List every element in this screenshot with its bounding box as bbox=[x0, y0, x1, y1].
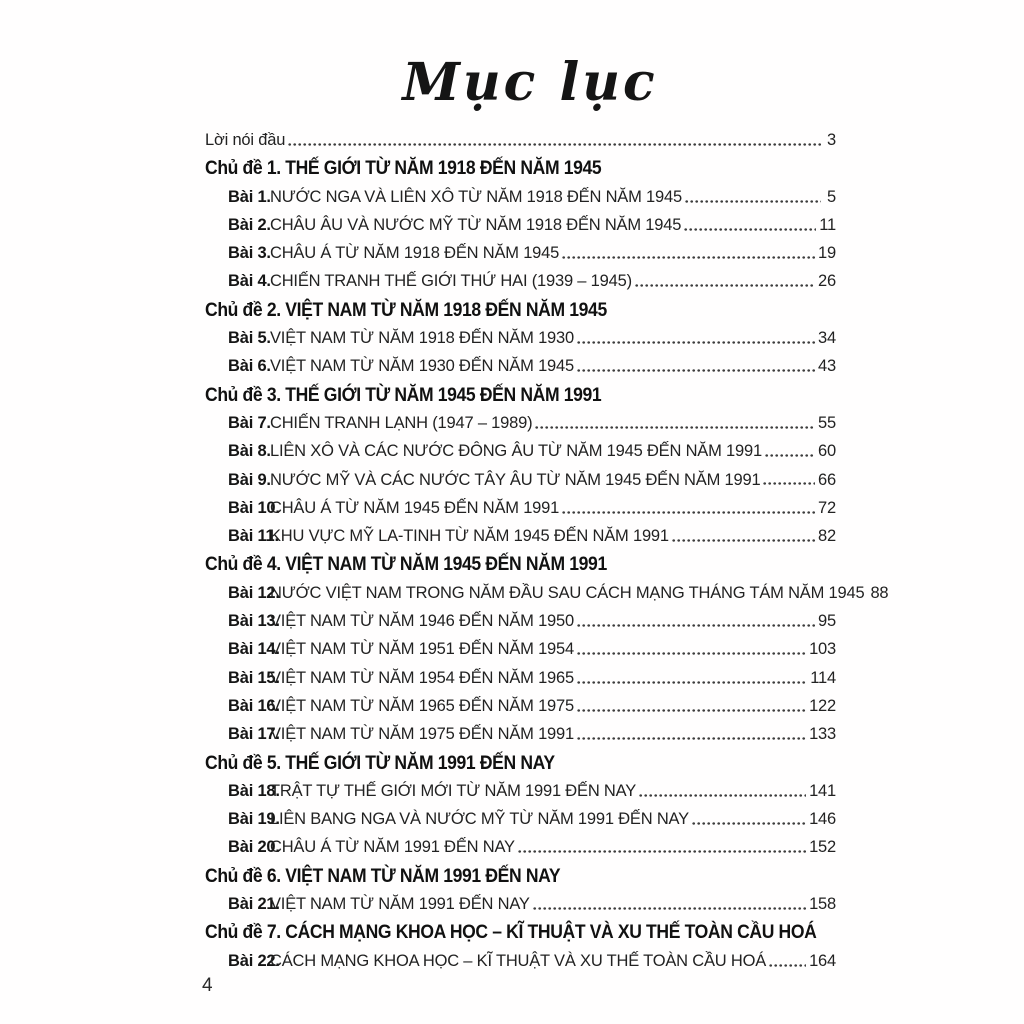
entry-page-number: 43 bbox=[818, 357, 836, 376]
entry-title: VIỆT NAM TỪ NĂM 1954 ĐẾN NĂM 1965 bbox=[270, 668, 574, 687]
entry-title: CHÂU Á TỪ NĂM 1918 ĐẾN NĂM 1945 bbox=[270, 244, 560, 263]
entry-page-number: 34 bbox=[818, 329, 836, 348]
entry-page-number: 26 bbox=[818, 272, 836, 291]
entry-title: Lời nói đầu bbox=[205, 131, 286, 149]
dot-leader bbox=[577, 737, 806, 740]
toc-entry bbox=[205, 324, 836, 352]
lesson-number: Bài 7. bbox=[228, 413, 271, 432]
lesson-number: Bài 12. bbox=[228, 583, 280, 602]
dot-leader bbox=[769, 964, 806, 967]
toc-section-header bbox=[205, 381, 836, 409]
section-title: Chủ đề 1. THẾ GIỚI TỪ NĂM 1918 ĐẾN NĂM 1945 bbox=[205, 157, 602, 180]
entry-title: CHÂU Á TỪ NĂM 1945 ĐẾN NĂM 1991 bbox=[270, 498, 560, 517]
dot-leader bbox=[518, 850, 806, 853]
entry-title: NƯỚC MỸ VÀ CÁC NƯỚC TÂY ÂU TỪ NĂM 1945 ĐẾN NĂM 1991 bbox=[270, 470, 761, 489]
entry-page-number: 72 bbox=[818, 498, 836, 517]
toc-entry bbox=[205, 437, 836, 465]
entry-title: NƯỚC NGA VÀ LIÊN XÔ TỪ NĂM 1918 ĐẾN NĂM 1945 bbox=[270, 187, 682, 206]
entry-title: CHIẾN TRANH LẠNH (1947 – 1989) bbox=[270, 413, 533, 432]
toc-entry bbox=[205, 409, 836, 437]
lesson-number: Bài 10. bbox=[228, 498, 280, 517]
dot-leader bbox=[577, 652, 806, 655]
entry-page-number: 103 bbox=[809, 640, 836, 659]
section-title: Chủ đề 3. THẾ GIỚI TỪ NĂM 1945 ĐẾN NĂM 1991 bbox=[205, 383, 602, 406]
lesson-number: Bài 14. bbox=[228, 640, 280, 659]
toc-entry bbox=[205, 692, 836, 720]
toc-entry bbox=[205, 664, 836, 692]
toc-section-header bbox=[205, 749, 836, 777]
lesson-number: Bài 8. bbox=[228, 442, 271, 461]
table-of-contents bbox=[205, 126, 889, 975]
entry-page-number: 55 bbox=[818, 413, 836, 432]
entry-page-number: 60 bbox=[818, 442, 836, 461]
toc-entry bbox=[205, 805, 836, 833]
entry-page-number: 19 bbox=[818, 244, 836, 263]
lesson-number: Bài 20. bbox=[228, 838, 280, 857]
entry-page-number: 11 bbox=[819, 215, 836, 234]
toc-entry bbox=[205, 720, 836, 748]
toc-entry bbox=[205, 777, 836, 805]
dot-leader bbox=[535, 426, 815, 429]
toc-section-header bbox=[205, 154, 836, 182]
entry-page-number: 5 bbox=[827, 187, 836, 206]
entry-title: LIÊN XÔ VÀ CÁC NƯỚC ĐÔNG ÂU TỪ NĂM 1945 ĐẾN NĂM 1991 bbox=[270, 442, 762, 461]
entry-title: VIỆT NAM TỪ NĂM 1965 ĐẾN NĂM 1975 bbox=[270, 696, 574, 715]
lesson-number: Bài 19. bbox=[228, 810, 280, 829]
entry-page-number: 88 bbox=[870, 583, 889, 602]
entry-page-number: 133 bbox=[809, 725, 836, 744]
lesson-number: Bài 16. bbox=[228, 696, 280, 715]
entry-page-number: 146 bbox=[809, 810, 836, 829]
toc-section-header bbox=[205, 918, 836, 946]
dot-leader bbox=[577, 709, 806, 712]
toc-entry bbox=[205, 494, 836, 522]
entry-title: NƯỚC VIỆT NAM TRONG NĂM ĐẦU SAU CÁCH MẠNG THÁNG TÁM NĂM 1945 bbox=[270, 583, 865, 602]
entry-title: VIỆT NAM TỪ NĂM 1918 ĐẾN NĂM 1930 bbox=[270, 329, 574, 348]
entry-title: VIỆT NAM TỪ NĂM 1975 ĐẾN NĂM 1991 bbox=[270, 725, 574, 744]
toc-entry bbox=[205, 211, 836, 239]
entry-title: VIỆT NAM TỪ NĂM 1946 ĐẾN NĂM 1950 bbox=[270, 612, 574, 631]
footer-page-number: 4 bbox=[202, 975, 213, 996]
toc-entry bbox=[205, 607, 836, 635]
toc-entry bbox=[205, 579, 889, 607]
entry-page-number: 141 bbox=[809, 781, 836, 800]
lesson-number: Bài 3. bbox=[228, 244, 271, 263]
lesson-number: Bài 6. bbox=[228, 357, 271, 376]
lesson-number: Bài 11. bbox=[228, 527, 279, 546]
lesson-number: Bài 13. bbox=[228, 612, 280, 631]
entry-page-number: 122 bbox=[809, 696, 836, 715]
lesson-number: Bài 17. bbox=[228, 725, 280, 744]
lesson-number: Bài 2. bbox=[228, 215, 271, 234]
dot-leader bbox=[684, 228, 816, 231]
dot-leader bbox=[562, 256, 815, 259]
entry-page-number: 164 bbox=[809, 951, 836, 970]
toc-entry bbox=[205, 267, 836, 295]
toc-section-header bbox=[205, 296, 836, 324]
toc-entry bbox=[205, 947, 836, 975]
entry-title: KHU VỰC MỸ LA-TINH TỪ NĂM 1945 ĐẾN NĂM 1991 bbox=[270, 527, 669, 546]
section-title: Chủ đề 2. VIỆT NAM TỪ NĂM 1918 ĐẾN NĂM 1945 bbox=[205, 298, 607, 321]
entry-page-number: 82 bbox=[818, 527, 836, 546]
toc-entry bbox=[205, 352, 836, 380]
entry-page-number: 114 bbox=[810, 668, 836, 687]
dot-leader bbox=[577, 369, 815, 372]
toc-section-header bbox=[205, 550, 836, 578]
lesson-number: Bài 18. bbox=[228, 781, 280, 800]
dot-leader bbox=[639, 794, 806, 797]
lesson-number: Bài 22. bbox=[228, 951, 280, 970]
toc-entry bbox=[205, 239, 836, 267]
entry-page-number: 152 bbox=[809, 838, 836, 857]
page-title: Mục lục bbox=[402, 52, 658, 113]
toc-section-header bbox=[205, 862, 836, 890]
entry-page-number: 66 bbox=[818, 470, 836, 489]
lesson-number: Bài 9. bbox=[228, 470, 271, 489]
lesson-number: Bài 21. bbox=[228, 895, 280, 914]
toc-entry bbox=[205, 635, 836, 663]
dot-leader bbox=[692, 822, 806, 825]
toc-entry bbox=[205, 833, 836, 861]
dot-leader bbox=[672, 539, 815, 542]
entry-page-number: 158 bbox=[809, 895, 836, 914]
dot-leader bbox=[635, 284, 815, 287]
toc-entry bbox=[205, 183, 836, 211]
toc-entry bbox=[205, 890, 836, 918]
entry-title: TRẬT TỰ THẾ GIỚI MỚI TỪ NĂM 1991 ĐẾN NAY bbox=[270, 781, 637, 800]
dot-leader bbox=[577, 681, 807, 684]
dot-leader bbox=[288, 143, 821, 146]
toc-entry bbox=[205, 522, 836, 550]
entry-title: CHIẾN TRANH THẾ GIỚI THỨ HAI (1939 – 1945) bbox=[270, 272, 632, 291]
dot-leader bbox=[533, 907, 806, 910]
toc-entry-intro bbox=[205, 126, 836, 154]
toc-entry bbox=[205, 466, 836, 494]
entry-title: VIỆT NAM TỪ NĂM 1951 ĐẾN NĂM 1954 bbox=[270, 640, 574, 659]
section-title: Chủ đề 6. VIỆT NAM TỪ NĂM 1991 ĐẾN NAY bbox=[205, 864, 561, 887]
dot-leader bbox=[577, 341, 815, 344]
lesson-number: Bài 15. bbox=[228, 668, 280, 687]
entry-title: CHÂU Á TỪ NĂM 1991 ĐẾN NAY bbox=[270, 838, 515, 857]
entry-title: CÁCH MẠNG KHOA HỌC – KĨ THUẬT VÀ XU THẾ TOÀN CẦU HOÁ bbox=[270, 951, 767, 970]
lesson-number: Bài 4. bbox=[228, 272, 271, 291]
section-title: Chủ đề 4. VIỆT NAM TỪ NĂM 1945 ĐẾN NĂM 1991 bbox=[205, 553, 607, 576]
dot-leader bbox=[577, 624, 815, 627]
dot-leader bbox=[562, 511, 815, 514]
entry-title: LIÊN BANG NGA VÀ NƯỚC MỸ TỪ NĂM 1991 ĐẾN NAY bbox=[270, 810, 689, 829]
section-title: Chủ đề 5. THẾ GIỚI TỪ NĂM 1991 ĐẾN NAY bbox=[205, 751, 555, 774]
entry-title: VIỆT NAM TỪ NĂM 1991 ĐẾN NAY bbox=[270, 895, 530, 914]
entry-page-number: 95 bbox=[818, 612, 836, 631]
dot-leader bbox=[765, 454, 815, 457]
section-title: Chủ đề 7. CÁCH MẠNG KHOA HỌC – KĨ THUẬT VÀ XU THẾ TOÀN CẦU HOÁ bbox=[205, 921, 817, 944]
lesson-number: Bài 5. bbox=[228, 329, 271, 348]
entry-page-number: 3 bbox=[827, 131, 836, 149]
dot-leader bbox=[763, 482, 815, 485]
entry-title: CHÂU ÂU VÀ NƯỚC MỸ TỪ NĂM 1918 ĐẾN NĂM 1945 bbox=[270, 215, 682, 234]
entry-title: VIỆT NAM TỪ NĂM 1930 ĐẾN NĂM 1945 bbox=[270, 357, 574, 376]
dot-leader bbox=[685, 200, 821, 203]
lesson-number: Bài 1. bbox=[228, 187, 271, 206]
